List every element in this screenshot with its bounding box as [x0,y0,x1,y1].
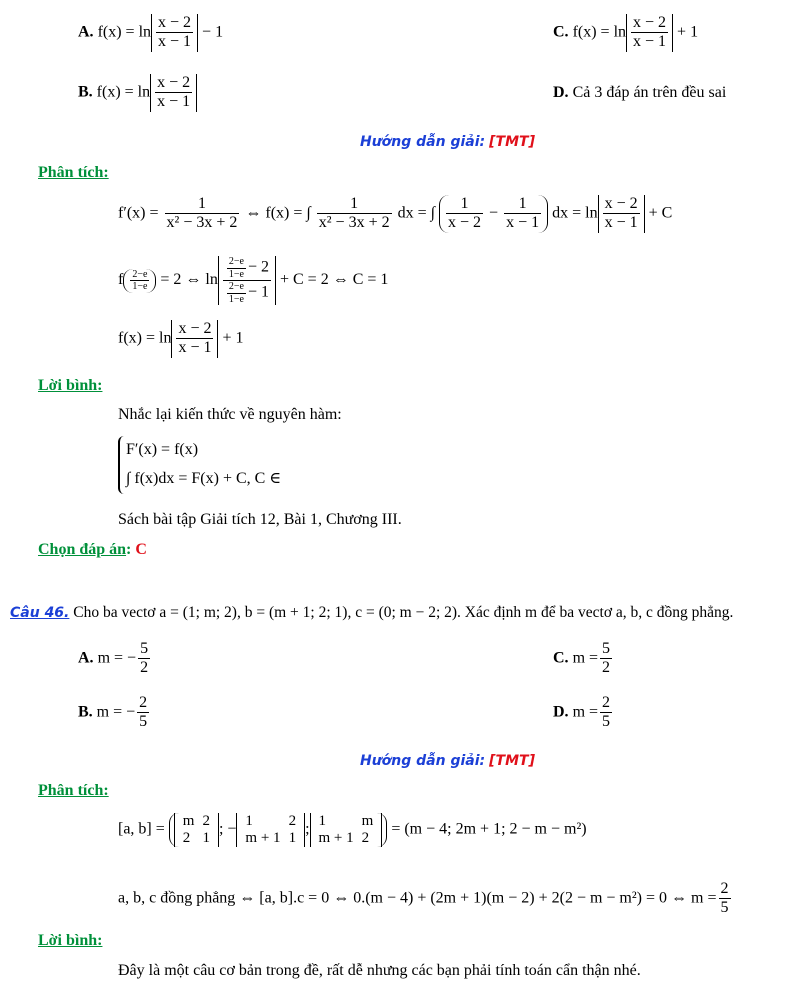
option-prefix: f(x) = ln [96,83,151,101]
option-letter: B. [78,83,93,101]
option-letter: A. [78,23,94,41]
option-letter: C. [553,649,569,667]
q46-option-d [553,694,614,732]
frac-num: x − 2 [603,195,640,214]
frac-den: x − 1 [506,214,540,232]
frac-den: 1−e [132,281,148,292]
expr-part: − 1 [247,283,269,301]
q46-comment-heading: Lời bình: [38,932,103,949]
answer-label: Chọn đáp án [38,541,127,558]
q45-analysis-heading: Phân tích: [38,164,109,181]
matrix-cell: m + 1 [318,830,354,846]
answer-colon: : [126,541,132,558]
system-line: F′(x) = f(x) [126,441,199,458]
question-number: Câu 46. [10,605,70,621]
frac-num: 2 [719,880,731,899]
expr-part: [a, b] = [118,820,165,838]
option-letter: D. [553,84,569,101]
frac-num: 5 [138,640,150,659]
q45-comment-intro: Nhắc lại kiến thức về nguyên hàm: [118,406,342,423]
expr-part: ⇔ f(x) = ∫ [245,204,311,222]
frac-num: 2 [600,694,612,713]
matrix-cell: 2 [202,813,210,829]
q45-option-c [553,14,698,52]
option-lhs: m = [572,649,599,667]
matrix-cell: m + 1 [245,830,281,846]
q46-cross-product-line [118,813,587,847]
q45-derivation-line-2 [118,256,388,305]
q45-option-a [78,14,223,52]
brace [118,436,281,494]
expr-part: f′(x) = [118,204,159,222]
expr-part: dx = ∫ [397,204,435,222]
expr-part: + 1 [222,329,244,347]
q46-analysis-heading: Phân tích: [38,782,109,799]
option-letter: B. [78,703,93,721]
frac-den: x − 1 [157,93,191,111]
expr-part: + C [648,204,673,222]
expr-part: f [118,271,124,289]
matrix-cell: 1 [288,830,297,846]
determinant-2 [236,813,305,847]
frac-den: x − 1 [604,214,638,232]
matrix-cell: 1 [245,813,253,829]
q46-option-b [78,694,151,732]
frac-num: 2 [137,694,149,713]
expr-part: a, b, c đồng phẳng ⇔ [a, b].c = 0 ⇔ 0.(m − 4) + (2m + 1)(m − 2) + 2(2 − m − m²) = 0 ⇔ m = [118,889,717,907]
frac-den: 1−e [228,268,244,280]
determinant-1 [174,813,219,847]
frac-den: x − 1 [633,33,667,51]
q46-option-c [553,640,614,678]
q46-coplanar-line [118,880,733,918]
parenthesis [169,813,388,847]
matrix-cell: m [182,813,195,829]
frac-num: 2−e [132,268,148,280]
option-prefix: f(x) = ln [572,23,627,41]
expr-part: ; − [218,820,237,838]
guide-label: Hướng dẫn giải: [360,753,486,769]
q46-option-a [78,640,152,678]
option-letter: D. [553,703,569,721]
expr-part: − [489,204,499,222]
option-lhs: m = − [97,649,137,667]
frac-den: x − 2 [448,214,482,232]
frac-den: 1−e [228,293,244,305]
frac-den: x² − 3x + 2 [166,214,238,232]
option-lhs: m = − [96,703,136,721]
frac-num: x − 2 [155,74,192,93]
frac-num: 1 [504,195,541,214]
matrix-cell: 1 [318,813,327,829]
guide-tag: [TMT] [489,753,535,769]
frac-den: 5 [139,713,148,731]
frac-num: 1 [317,195,392,214]
option-prefix: f(x) = ln [97,23,152,41]
expr-part: ; [305,820,310,838]
matrix-cell: 2 [182,830,191,846]
abs-value [218,256,276,305]
abs-value [626,14,673,52]
option-suffix: + 1 [677,23,699,41]
matrix-cell: 1 [202,830,210,846]
expr-part: f(x) = ln [118,329,172,347]
system-line: ∫ f(x)dx = F(x) + C, C ∈ [126,469,282,487]
determinant-3 [310,813,383,847]
frac-den: 5 [720,899,729,917]
frac-num: x − 2 [631,14,668,33]
matrix-cell: 2 [288,813,297,829]
q45-answer [38,541,147,559]
frac-den: 2 [140,659,149,677]
parenthesis [123,269,156,293]
matrix-cell: m [361,813,374,829]
q45-formula-system [118,436,281,494]
expr-part: dx = ln [552,204,598,222]
q46-guide-header [360,752,535,770]
expr-part: = 2 ⇔ ln [160,271,218,289]
guide-tag: [TMT] [489,134,535,150]
frac-num: 5 [600,640,612,659]
frac-den: 2 [602,659,611,677]
frac-den: x − 1 [178,339,212,357]
q45-option-b [78,74,197,112]
q46-statement-line [10,604,733,622]
option-letter: C. [553,23,569,41]
abs-value [150,74,197,112]
q45-option-d [553,84,726,102]
option-letter: A. [78,649,94,667]
q45-derivation-line-3 [118,320,244,358]
frac-num: x − 2 [176,320,213,339]
matrix-cell: 2 [361,830,370,846]
parenthesis [439,195,548,233]
frac-num: x − 2 [156,14,193,33]
option-lhs: m = [572,703,599,721]
expr-part: = (m − 4; 2m + 1; 2 − m − m²) [391,820,587,838]
q45-reference: Sách bài tập Giải tích 12, Bài 1, Chương III. [118,511,402,528]
frac-num: 2−e [228,256,244,267]
frac-den: x² − 3x + 2 [318,214,390,232]
q45-guide-header [360,133,535,151]
frac-den: 5 [602,713,611,731]
option-suffix: − 1 [202,23,224,41]
abs-value [598,195,645,233]
guide-label: Hướng dẫn giải: [360,134,486,150]
frac-num: 1 [165,195,240,214]
expr-part: − 2 [247,258,269,276]
answer-value: C [135,541,147,558]
expr-part: + C = 2 ⇔ C = 1 [279,271,389,289]
question-statement: Cho ba vectơ a = (1; m; 2), b = (m + 1; 2; 1), c = (0; m − 2; 2). Xác định m để ba vectơ a, b, c đồng phẳng. [73,604,734,621]
q45-comment-heading: Lời bình: [38,377,103,394]
option-text: Cả 3 đáp án trên đều sai [572,84,727,101]
frac-num: 1 [446,195,483,214]
abs-value [151,14,198,52]
frac-den: x − 1 [158,33,192,51]
q46-comment: Đây là một câu cơ bản trong đề, rất dễ nhưng các bạn phải tính toán cẩn thận nhé. [118,962,641,979]
abs-value [171,320,218,358]
frac-num: 2−e [228,281,244,292]
q45-derivation-line-1 [118,195,672,233]
